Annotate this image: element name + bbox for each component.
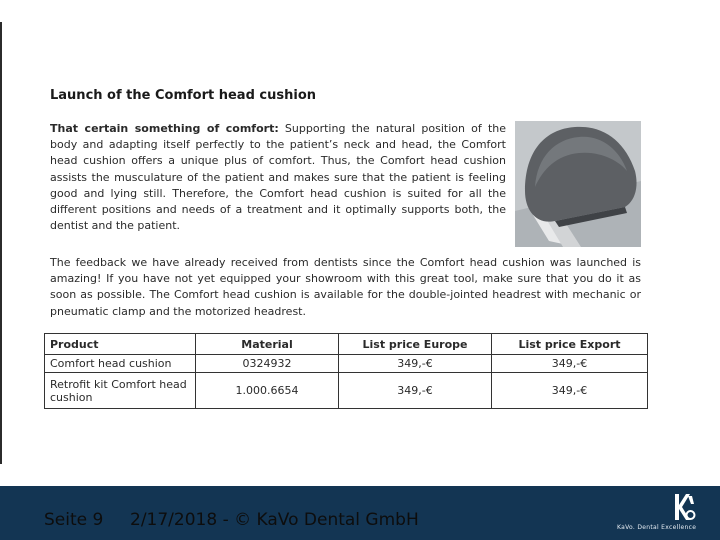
brand-tagline: KaVo. Dental Excellence bbox=[617, 524, 697, 531]
table-row bbox=[45, 373, 648, 409]
intro-paragraph bbox=[50, 121, 506, 234]
table-header-row bbox=[45, 334, 648, 355]
cell-product: Comfort head cushion bbox=[45, 355, 196, 373]
head-cushion-illustration bbox=[515, 121, 641, 247]
col-material: Material bbox=[196, 334, 339, 355]
cell-product: Retrofit kit Comfort head cushion bbox=[45, 373, 196, 409]
cell-material: 1.000.6654 bbox=[196, 373, 339, 409]
table-row bbox=[45, 355, 648, 373]
intro-body: Supporting the natural position of the body and adapting itself perfectly to the patient’s neck and head, the Comfort head cushion offers a unique plus of comfort. Thus, the Comfort head cushion assists the musculature of the patient and makes sure that the patient is feeling good and lying still. Therefore, the Comfort head cushion is suited for all the different positions and needs of a treatment and it optimally supports both, the dentist and the patient. bbox=[50, 122, 507, 233]
feedback-paragraph: The feedback we have already received from dentists since the Comfort head cushion was launched is amazing! If you have not yet equipped your showroom with this great tool, make sure that you do it as soon as possible. The Comfort head cushion is available for the double-jointed headrest with mechanic or pneumatic clamp and the motorized headrest. bbox=[50, 256, 641, 318]
price-table bbox=[44, 333, 648, 409]
col-price-export: List price Export bbox=[492, 334, 648, 355]
cell-price-export: 349,-€ bbox=[492, 373, 648, 409]
col-product: Product bbox=[45, 334, 196, 355]
page-number: Seite 9 bbox=[44, 510, 104, 530]
cell-price-export: 349,-€ bbox=[492, 355, 648, 373]
cell-material: 0324932 bbox=[196, 355, 339, 373]
cell-price-europe: 349,-€ bbox=[339, 355, 492, 373]
cell-price-europe: 349,-€ bbox=[339, 373, 492, 409]
footer-bar bbox=[0, 486, 720, 540]
kavo-logo-icon bbox=[672, 492, 696, 522]
date-copyright: 2/17/2018 - © KaVo Dental GmbH bbox=[130, 510, 419, 530]
col-price-europe: List price Europe bbox=[339, 334, 492, 355]
intro-lead: That certain something of comfort: bbox=[50, 122, 279, 135]
head-cushion-photo bbox=[515, 121, 641, 247]
article-heading: Launch of the Comfort head cushion bbox=[50, 88, 317, 103]
